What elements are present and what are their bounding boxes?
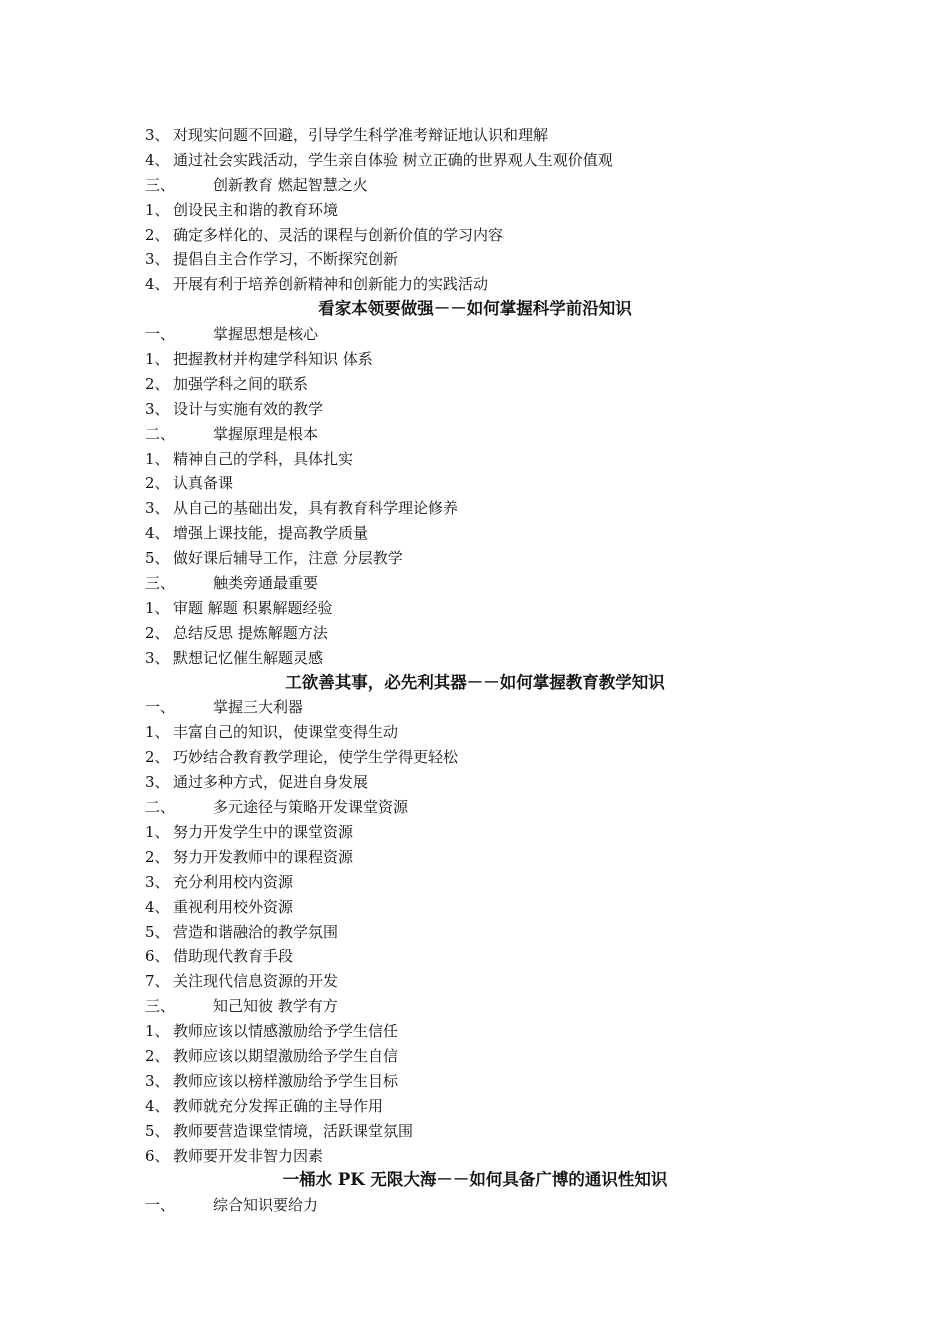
item-number: 3、 (145, 126, 170, 144)
item-number: 2、 (145, 847, 170, 866)
item-number: 6、 (145, 1146, 170, 1165)
list-item (145, 944, 845, 969)
item-text: 总结反思 提炼解题方法 (173, 623, 328, 642)
item-number: 4、 (145, 1096, 170, 1115)
item-number: 二、 (145, 798, 176, 817)
list-item (145, 770, 845, 795)
list-item (145, 1094, 845, 1119)
list-item (145, 397, 845, 422)
item-text: 关注现代信息资源的开发 (173, 972, 339, 991)
list-item (145, 845, 845, 870)
item-text: 精神自己的学科，具体扎实 (173, 449, 354, 468)
list-item (145, 820, 845, 845)
item-text: 丰富自己的知识，使课堂变得生动 (173, 723, 399, 742)
item-text: 巧妙结合教育教学理论，使学生学得更轻松 (173, 748, 459, 767)
item-text: 知己知彼 教学有方 (213, 997, 338, 1016)
list-item (145, 646, 845, 671)
list-item (145, 521, 845, 546)
item-number: 3、 (145, 872, 170, 891)
list-item (145, 920, 845, 945)
document-body (145, 123, 845, 1218)
item-number: 1、 (145, 723, 170, 742)
item-text: 认真备课 (173, 474, 234, 493)
list-item (145, 496, 845, 521)
item-text: 做好课后辅导工作，注意 分层教学 (173, 549, 403, 568)
item-number: 5、 (145, 549, 170, 568)
item-number: 3、 (145, 773, 170, 792)
list-item (145, 347, 845, 372)
section-heading: 工欲善其事，必先利其器－－如何掌握教育教学知识 (285, 672, 665, 692)
item-number: 二、 (145, 424, 176, 443)
item-number: 三、 (145, 175, 176, 194)
item-number: 1、 (145, 350, 170, 369)
list-item (145, 198, 845, 223)
item-text: 教师应该以情感激励给予学生信任 (173, 1022, 399, 1041)
item-text: 教师要开发非智力因素 (173, 1146, 324, 1165)
item-number: 4、 (145, 150, 170, 169)
item-number: 2、 (145, 1046, 170, 1065)
list-item (145, 1044, 845, 1069)
outline-section (145, 173, 845, 198)
list-item (145, 745, 845, 770)
list-item (145, 447, 845, 472)
item-text: 确定多样化的、灵活的课程与创新价值的学习内容 (173, 225, 504, 244)
item-number: 2、 (145, 623, 170, 642)
item-text: 掌握原理是根本 (213, 424, 319, 443)
item-number: 一、 (145, 1196, 176, 1215)
item-text: 触类旁通最重要 (213, 574, 319, 593)
item-number: 3、 (145, 250, 170, 269)
list-item (145, 1119, 845, 1144)
section-heading: 看家本领要做强－－如何掌握科学前沿知识 (318, 299, 632, 319)
outline-section (145, 1193, 845, 1218)
item-number: 一、 (145, 698, 176, 717)
item-number: 1、 (145, 200, 170, 219)
item-text: 努力开发学生中的课堂资源 (173, 822, 354, 841)
list-item (145, 1144, 845, 1169)
outline-section (145, 795, 845, 820)
list-item (145, 471, 845, 496)
item-text: 把握教材并构建学科知识 体系 (173, 350, 373, 369)
outline-section (145, 571, 845, 596)
item-text: 教师要营造课堂情境，活跃课堂氛围 (173, 1121, 414, 1140)
item-number: 3、 (145, 1071, 170, 1090)
item-text: 对现实问题不回避，引导学生科学准考辩证地认识和理解 (173, 126, 549, 144)
list-item (145, 272, 845, 297)
item-text: 通过社会实践活动，学生亲自体验 树立正确的世界观人生观价值观 (173, 150, 613, 169)
item-text: 默想记忆催生解题灵感 (173, 648, 324, 667)
list-item (145, 870, 845, 895)
item-number: 2、 (145, 474, 170, 493)
item-number: 6、 (145, 947, 170, 966)
list-item (145, 720, 845, 745)
item-number: 2、 (145, 748, 170, 767)
list-item (145, 969, 845, 994)
item-text: 教师应该以榜样激励给予学生目标 (173, 1071, 399, 1090)
outline-section (145, 422, 845, 447)
item-text: 综合知识要给力 (213, 1196, 319, 1215)
list-item (145, 546, 845, 571)
item-text: 充分利用校内资源 (173, 872, 294, 891)
item-text: 通过多种方式，促进自身发展 (173, 773, 369, 792)
outline-section (145, 322, 845, 347)
item-number: 7、 (145, 972, 170, 991)
item-text: 加强学科之间的联系 (173, 374, 309, 393)
item-text: 多元途径与策略开发课堂资源 (213, 798, 409, 817)
list-item (145, 223, 845, 248)
item-text: 增强上课技能，提高教学质量 (173, 524, 369, 543)
item-text: 营造和谐融洽的教学氛围 (173, 922, 339, 941)
item-text: 努力开发教师中的课程资源 (173, 847, 354, 866)
item-text: 借助现代教育手段 (173, 947, 294, 966)
item-text: 创新教育 燃起智慧之火 (213, 175, 368, 194)
item-text: 开展有利于培养创新精神和创新能力的实践活动 (173, 275, 489, 294)
item-number: 一、 (145, 325, 176, 344)
list-item (145, 621, 845, 646)
item-text: 创设民主和谐的教育环境 (173, 200, 339, 219)
item-number: 4、 (145, 524, 170, 543)
item-number: 4、 (145, 897, 170, 916)
item-text: 设计与实施有效的教学 (173, 399, 324, 418)
item-text: 从自己的基础出发，具有教育科学理论修养 (173, 499, 459, 518)
list-item (145, 123, 845, 148)
list-item (145, 148, 845, 173)
list-item (145, 247, 845, 272)
item-text: 教师就充分发挥正确的主导作用 (173, 1096, 384, 1115)
item-number: 1、 (145, 449, 170, 468)
item-number: 4、 (145, 275, 170, 294)
outline-section (145, 695, 845, 720)
item-number: 3、 (145, 399, 170, 418)
list-item (145, 1019, 845, 1044)
item-number: 1、 (145, 822, 170, 841)
item-number: 三、 (145, 574, 176, 593)
item-number: 2、 (145, 225, 170, 244)
list-item (145, 1069, 845, 1094)
item-text: 掌握思想是核心 (213, 325, 319, 344)
item-number: 2、 (145, 374, 170, 393)
item-text: 掌握三大利器 (213, 698, 304, 717)
item-text: 审题 解题 积累解题经验 (173, 598, 333, 617)
item-text: 教师应该以期望激励给予学生自信 (173, 1046, 399, 1065)
section-heading: 一桶水 PK 无限大海－－如何具备广博的通识性知识 (282, 1170, 668, 1190)
item-number: 3、 (145, 648, 170, 667)
item-number: 1、 (145, 598, 170, 617)
outline-section (145, 994, 845, 1019)
item-number: 5、 (145, 922, 170, 941)
item-text: 提倡自主合作学习，不断探究创新 (173, 250, 399, 269)
list-item (145, 895, 845, 920)
item-number: 三、 (145, 997, 176, 1016)
item-number: 5、 (145, 1121, 170, 1140)
item-number: 1、 (145, 1022, 170, 1041)
item-text: 重视利用校外资源 (173, 897, 294, 916)
list-item (145, 596, 845, 621)
item-number: 3、 (145, 499, 170, 518)
list-item (145, 372, 845, 397)
